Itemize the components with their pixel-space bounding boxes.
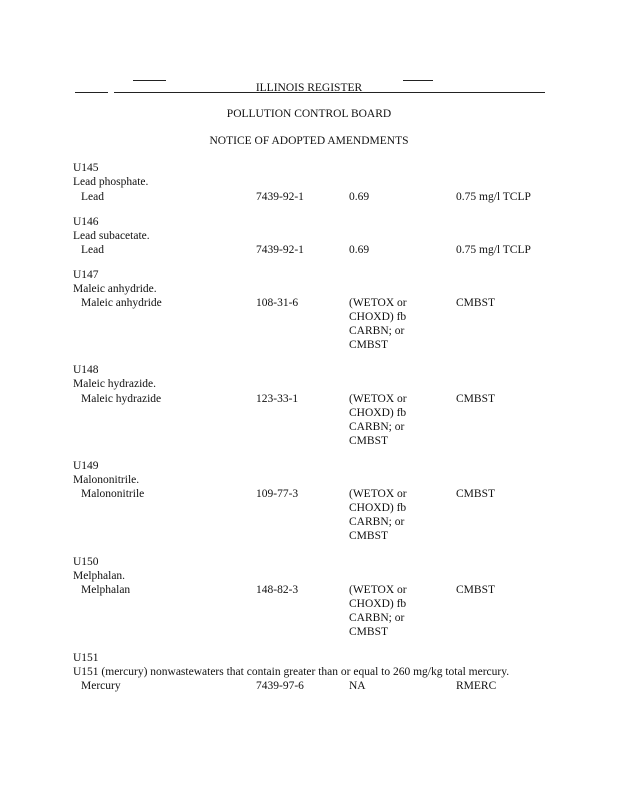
constituent: Maleic anhydride: [81, 297, 162, 309]
constituent: Mercury: [81, 680, 121, 692]
wastewater-standard-line: CMBST: [349, 339, 388, 351]
waste-name: Lead subacetate.: [73, 230, 150, 242]
wastewater-standard-line: (WETOX or: [349, 297, 407, 309]
waste-code: U149: [73, 460, 99, 472]
cas-number: 7439-97-6: [256, 680, 304, 692]
nonwastewater-standard: 0.75 mg/l TCLP: [456, 191, 531, 203]
wastewater-standard-line: (WETOX or: [349, 584, 407, 596]
nonwastewater-standard: CMBST: [456, 488, 495, 500]
wastewater-standard-line: CMBST: [349, 530, 388, 542]
wastewater-standard-line: CARBN; or: [349, 325, 405, 337]
wastewater-standard-line: (WETOX or: [349, 488, 407, 500]
header-rule-short: [133, 80, 166, 81]
wastewater-standard-line: CMBST: [349, 626, 388, 638]
nonwastewater-standard: RMERC: [456, 680, 497, 692]
waste-code: U145: [73, 162, 99, 174]
wastewater-standard-line: CHOXD) fb: [349, 502, 407, 514]
waste-code: U151: [73, 652, 99, 664]
waste-name: Maleic hydrazide.: [73, 378, 157, 390]
wastewater-standard: NA: [349, 680, 366, 692]
nonwastewater-standard: 0.75 mg/l TCLP: [456, 244, 531, 256]
waste-name: U151 (mercury) nonwastewaters that contain greater than or equal to 260 mg/kg total mercury.: [73, 666, 510, 678]
waste-name: Maleic anhydride.: [73, 283, 157, 295]
waste-code: U150: [73, 556, 99, 568]
notice-title: NOTICE OF ADOPTED AMENDMENTS: [209, 135, 409, 147]
wastewater-standard: 0.69: [349, 191, 370, 203]
waste-name: Lead phosphate.: [73, 176, 149, 188]
register-title: ILLINOIS REGISTER: [255, 82, 363, 94]
cas-number: 109-77-3: [256, 488, 299, 500]
constituent: Maleic hydrazide: [81, 393, 162, 405]
constituent: Lead: [81, 191, 104, 203]
wastewater-standard-line: CARBN; or: [349, 516, 405, 528]
wastewater-standard-line: CARBN; or: [349, 421, 405, 433]
waste-code: U148: [73, 364, 99, 376]
constituent: Malononitrile: [81, 488, 145, 500]
wastewater-standard-line: CMBST: [349, 435, 388, 447]
waste-code: U147: [73, 269, 99, 281]
wastewater-standard-line: (WETOX or: [349, 393, 407, 405]
cas-number: 108-31-6: [256, 297, 299, 309]
nonwastewater-standard: CMBST: [456, 393, 495, 405]
header-rule-short-right: [403, 80, 433, 81]
nonwastewater-standard: CMBST: [456, 297, 495, 309]
waste-code: U146: [73, 216, 99, 228]
waste-name: Malononitrile.: [73, 474, 140, 486]
board-title: POLLUTION CONTROL BOARD: [226, 108, 392, 120]
wastewater-standard-line: CHOXD) fb: [349, 311, 407, 323]
cas-number: 7439-92-1: [256, 244, 304, 256]
wastewater-standard: 0.69: [349, 244, 370, 256]
wastewater-standard-line: CARBN; or: [349, 612, 405, 624]
cas-number: 7439-92-1: [256, 191, 304, 203]
cas-number: 123-33-1: [256, 393, 299, 405]
wastewater-standard-line: CHOXD) fb: [349, 407, 407, 419]
waste-name: Melphalan.: [73, 570, 126, 582]
wastewater-standard-line: CHOXD) fb: [349, 598, 407, 610]
constituent: Melphalan: [81, 584, 131, 596]
constituent: Lead: [81, 244, 104, 256]
nonwastewater-standard: CMBST: [456, 584, 495, 596]
cas-number: 148-82-3: [256, 584, 299, 596]
